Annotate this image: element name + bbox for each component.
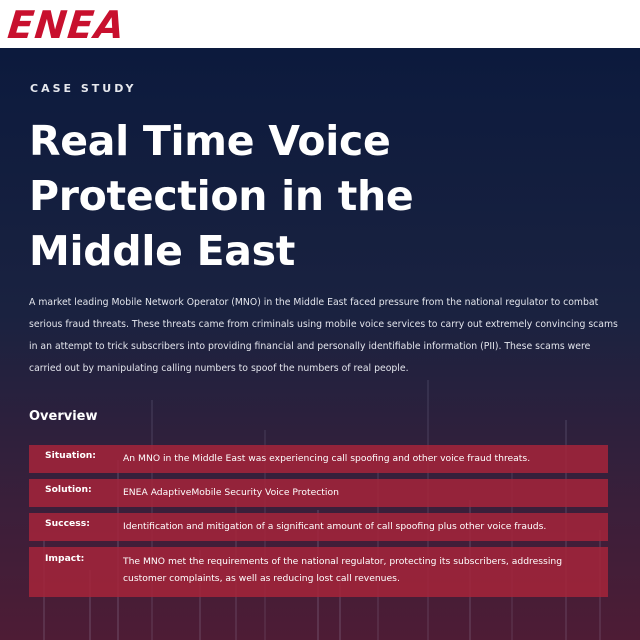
- overview-row-impact: [29, 547, 608, 597]
- overview-row-success: [29, 513, 608, 541]
- title-line: Middle East: [29, 227, 296, 275]
- overview-row-solution: [29, 479, 608, 507]
- top-bar: [0, 0, 640, 48]
- eyebrow-label: CASE STUDY: [30, 82, 137, 95]
- hero-section: [0, 48, 640, 640]
- overview-value: An MNO in the Middle East was experiencing call spoofing and other voice fraud threats.: [123, 453, 531, 464]
- title-line: Protection in the: [29, 172, 414, 220]
- intro-paragraph: A market leading Mobile Network Operator (MNO) in the Middle East faced pressure from the national regulator to combat serious fraud threats. These threats came from criminals using mobile voice services to carry out extremely convincing scams in an attempt to trick subscribers into providing financial and personally identifiable information (PII). These scams were carried out by manipulating calling numbers to spoof the numbers of real people.: [29, 297, 618, 374]
- page-title: [29, 114, 589, 279]
- overview-value: The MNO met the requirements of the national regulator, protecting its subscribers, addressing customer complaints, as well as reducing lost call revenues.: [123, 556, 563, 584]
- overview-value: ENEA AdaptiveMobile Security Voice Protection: [123, 487, 339, 498]
- overview-label: Situation:: [45, 450, 96, 461]
- title-line: Real Time Voice: [29, 117, 391, 165]
- overview-heading: Overview: [29, 409, 98, 424]
- overview-label: Solution:: [45, 484, 92, 495]
- overview-row-situation: [29, 445, 608, 473]
- overview-label: Success:: [45, 518, 90, 529]
- enea-logo: ENEA: [5, 3, 128, 47]
- overview-value: Identification and mitigation of a significant amount of call spoofing plus other voice frauds.: [123, 521, 547, 532]
- overview-label: Impact:: [45, 553, 85, 564]
